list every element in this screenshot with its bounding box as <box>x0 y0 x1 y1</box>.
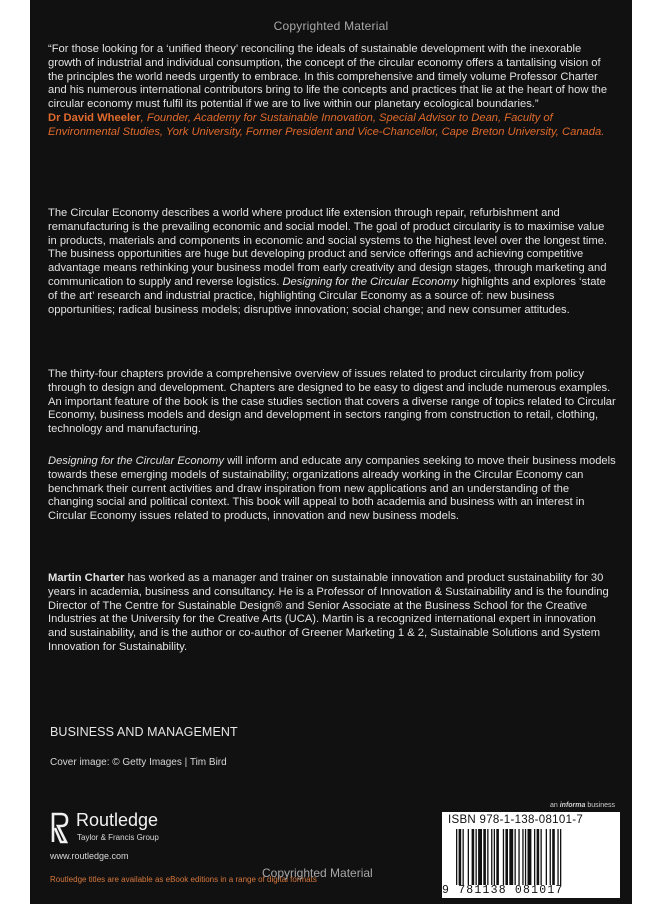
barcode-digits: 9 781138 081017 <box>442 884 564 897</box>
routledge-logo-icon <box>50 810 70 844</box>
ebook-note: Routledge titles are available as eBook editions in a range of digital formats <box>50 875 317 884</box>
barcode-bar <box>494 829 495 885</box>
isbn-number: ISBN 978-1-138-08101-7 <box>448 814 584 826</box>
informa-suffix: business <box>585 802 615 809</box>
barcode-bar <box>476 829 477 885</box>
book-title-ref: Designing for the Circular Economy <box>282 275 459 288</box>
barcode-bar <box>546 829 547 885</box>
barcode-bar <box>483 829 486 885</box>
barcode-bar <box>459 829 462 885</box>
endorser-role: , Founder, Academy for Sustainable Innovation, Special Advisor to Dean, Faculty of Environmental Studies, York University, Former President and Vice-Chancellor, Cape Breton University, Canada. <box>48 111 605 138</box>
barcode-bar <box>463 829 464 885</box>
blurb-paragraph-1 <box>48 207 616 317</box>
barcode-bar <box>515 829 516 885</box>
subject-category: BUSINESS AND MANAGEMENT <box>50 725 238 739</box>
barcode-bars <box>456 829 608 885</box>
blurb-paragraph-2: The thirty-four chapters provide a comprehensive overview of issues related to product circularity from policy through to design and development. Chapters are designed to be easy to digest and include numerous examples. An important feature of the book is the case studies section that covers a diverse range of topics related to Circular Economy, business models and design and development in sectors ranging from construction to retail, clothing, technology and manufacturing. <box>48 368 616 436</box>
barcode-bar <box>557 829 558 885</box>
publisher-tagline: Taylor & Francis Group <box>77 833 159 842</box>
blurb-p3-text: will inform and educate any companies seeking to move their business models towards these emerging models of sustainability; organizations already working in the Circular Economy can benchmark their current activities and draw inspiration from new applications and an understanding of the changing social and political context. This book will appeal to both academia and business with an interest in Circular Economy issues related to products, innovation and new business models. <box>48 455 616 523</box>
endorsement-block <box>48 43 616 140</box>
barcode-bar <box>509 829 513 885</box>
endorser-name: Dr David Wheeler <box>48 111 141 124</box>
author-bio-text: has worked as a manager and trainer on sustainable innovation and product sustainability for 30 years in academia, business and consultancy. He is a Professor of Innovation & Sustainability and is the founding Director of The Centre for Sustainable Design® and Senior Associate at the Business School for the Creative Industries at the University for the Creative Arts (UCA). Martin is a recognized international expert in innovation and sustainability, and is the author or co-author of Greener Marketing 1 & 2, Sustainable Solutions and System Innovation for Sustainability. <box>48 572 609 653</box>
barcode-bar <box>522 829 523 885</box>
barcode-bar <box>552 829 555 885</box>
barcode-bar <box>518 829 519 885</box>
author-bio <box>48 572 616 655</box>
copyright-watermark-bottom: Copyrighted Material <box>262 866 373 880</box>
publisher-website: www.routledge.com <box>50 851 129 861</box>
barcode-bar <box>541 829 542 885</box>
blurb-p1-text-a: The Circular Economy describes a world where product life extension through repair, refurbishment and remanufacturing is the prevailing economic and social model. The goal of product circularity is to maximise value in products, materials and components in economic and social systems to the highest level over the longest time. The business opportunities are huge but developing product and service offerings and achieving competitive advantage means rethinking your business model from early creativity and design stages, through marketing and communication to supply and reverse logistics. <box>48 207 608 288</box>
barcode-bar <box>487 829 488 885</box>
publisher-name: Routledge <box>76 810 159 830</box>
barcode-bar <box>472 829 475 885</box>
barcode-bar <box>503 829 504 885</box>
barcode-bar <box>496 829 499 885</box>
cover-image-credit: Cover image: © Getty Images | Tim Bird <box>50 757 227 768</box>
barcode-bar <box>491 829 492 885</box>
informa-prefix: an <box>550 802 560 809</box>
back-cover <box>30 0 632 904</box>
barcode-bar <box>456 829 457 885</box>
copyright-watermark-top: Copyrighted Material <box>273 19 389 33</box>
book-title-ref: Designing for the Circular Economy <box>48 455 224 467</box>
informa-brand: informa <box>559 802 586 809</box>
blurb-p1-text-b: highlights and explores ‘state of the art’ research and industrial practice, highlighting Circular Economy as a source of: new business opportunities; radical business models; disruptive innovation; social change; and new consumer attitudes. <box>48 275 606 316</box>
barcode-bar <box>478 829 482 885</box>
blurb-paragraph-3 <box>48 455 616 524</box>
barcode-bar <box>560 829 561 885</box>
barcode-bar <box>468 829 469 885</box>
barcode-bar <box>550 829 551 885</box>
endorser <box>48 112 616 140</box>
barcode-bar <box>537 829 540 885</box>
barcode-bar <box>505 829 508 885</box>
informa-business-tag <box>550 802 615 809</box>
isbn-barcode <box>442 812 620 898</box>
barcode-bar <box>525 829 526 885</box>
author-name: Martin Charter <box>48 572 125 584</box>
endorsement-quote: “For those looking for a ‘unified theory’ reconciling the ideals of sustainable development with the inexorable growth of industrial and individual consumption, the concept of the circular economy offers a tantalising vision of the principles the world needs urgently to embrace. In this comprehensive and timely volume Professor Charter and his numerous international contributors bring to life the concepts and practices that lie at the heart of how the circular economy must fulfil its potential if we are to live within our planetary ecological boundaries.” <box>48 43 608 111</box>
publisher-logo <box>50 808 250 852</box>
barcode-bar <box>534 829 535 885</box>
barcode-bar <box>528 829 532 885</box>
